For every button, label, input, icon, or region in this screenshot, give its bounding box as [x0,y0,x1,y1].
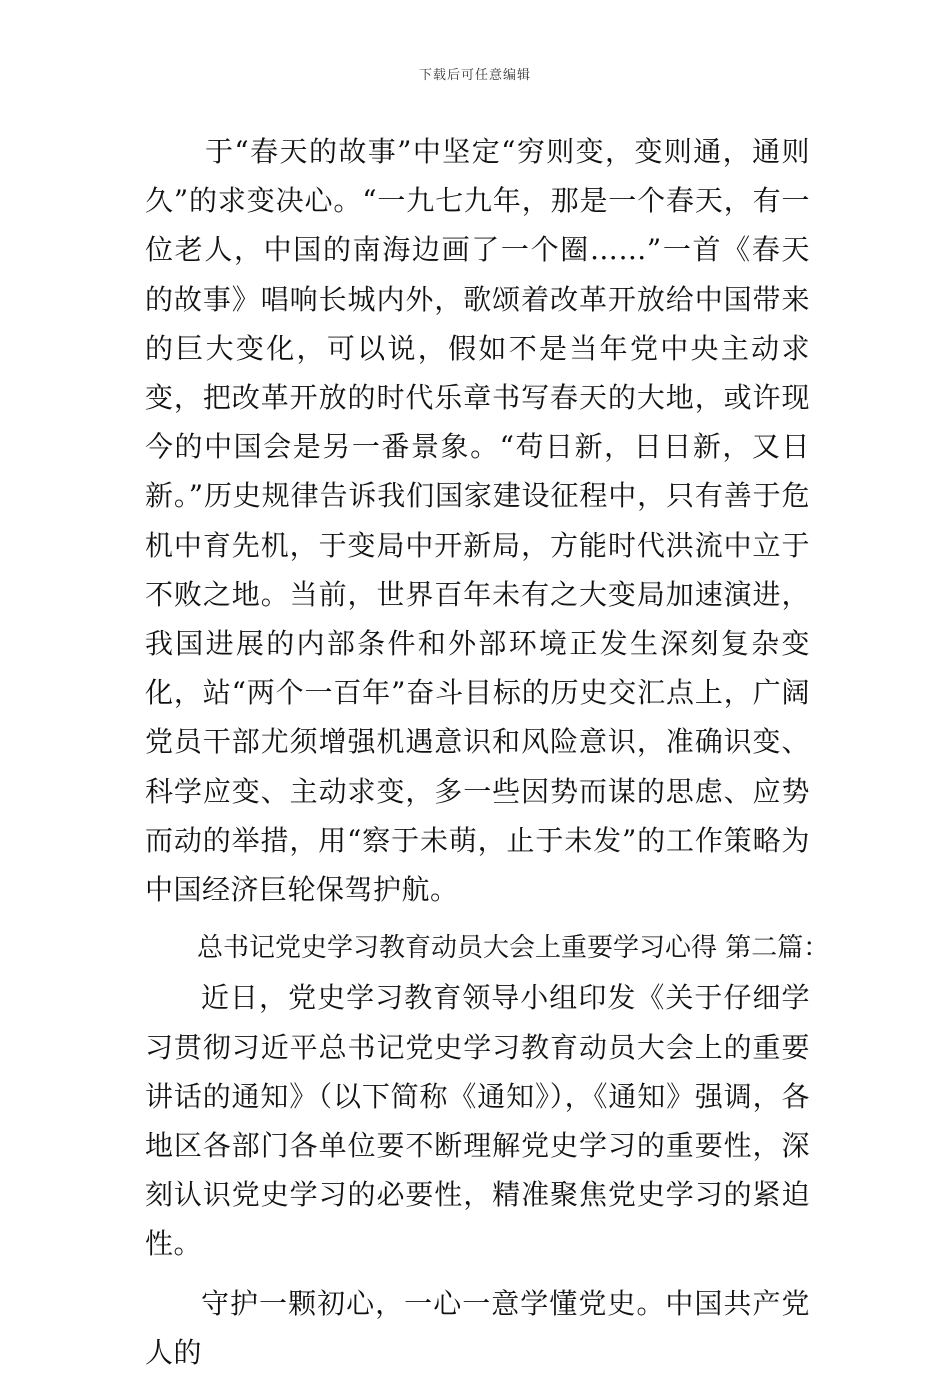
header-note: 下载后可任意编辑 [418,68,531,83]
section-heading: 总书记党史学习教育动员大会上重要学习心得 第二篇： [197,933,830,964]
document-body [145,127,830,1377]
paragraph-1: 于“春天的故事”中坚定“穷则变，变则通，通则久”的求变决心。“一九七九年，那是一个春天，有一位老人，中国的南海边画了一个圈……”一首《春天的故事》唱响长城内外，歌颂着改革开放给中国带来的巨大变化，可以说，假如不是当年党中央主动求变，把改革开放的时代乐章书写春天的大地，或许现今的中国会是另一番景象。“苟日新，日日新，又日新。”历史规律告诉我们国家建设征程中，只有善于危机中育先机，于变局中开新局，方能时代洪流中立于不败之地。当前，世界百年未有之大变局加速演进，我国进展的内部条件和外部环境正发生深刻复杂变化，站“两个一百年”奋斗目标的历史交汇点上，广阔党员干部尤须增强机遇意识和风险意识，准确识变、科学应变、主动求变，多一些因势而谋的思虑、应势而动的举措，用“察于未萌，止于未发”的工作策略为中国经济巨轮保驾护航。 [145,135,810,907]
paragraph-3: 守护一颗初心，一心一意学懂党史。中国共产党人的 [145,1286,810,1369]
paragraph-2: 近日，党史学习教育领导小组印发《关于仔细学习贯彻习近平总书记党史学习教育动员大会上的重要讲话的通知》（以下简称《通知》），《通知》强调，各地区各部门各单位要不断理解党史学习的重要性，深刻认识党史学习的必要性，精准聚焦党史学习的紧迫性。 [145,981,810,1261]
